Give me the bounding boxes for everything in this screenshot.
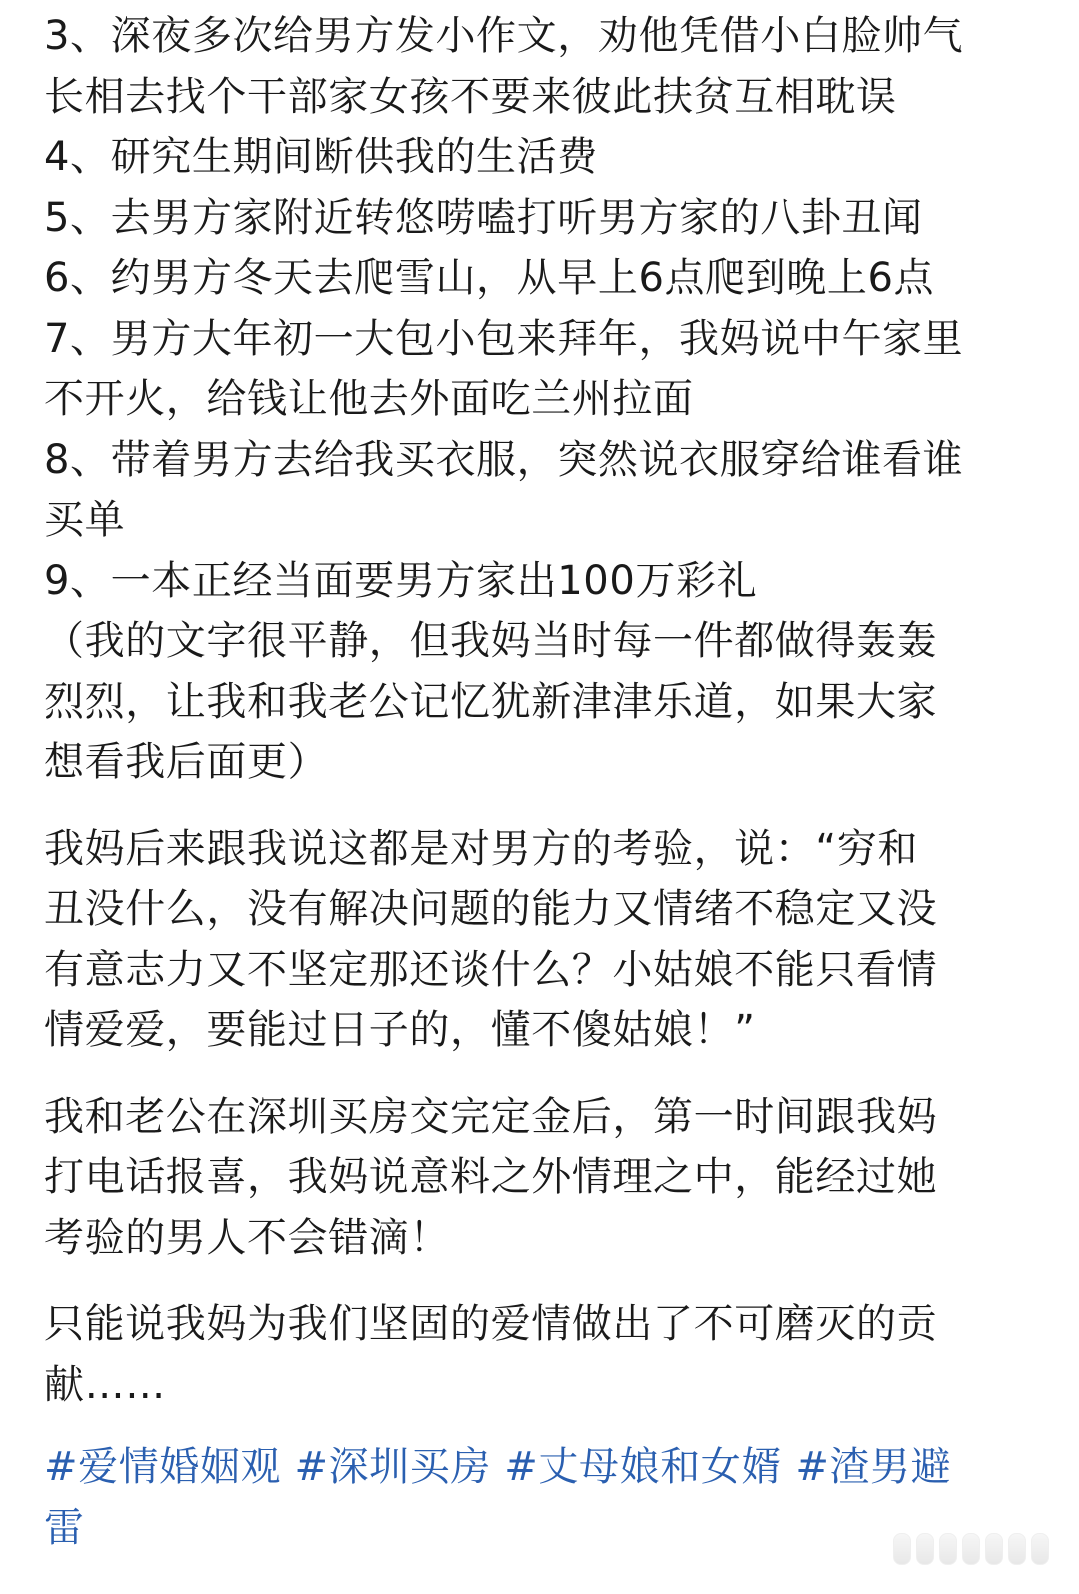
list-item-7 [44, 309, 1044, 430]
paragraph-house-purchase [44, 1087, 1044, 1269]
post-body [44, 6, 1044, 1558]
paragraph-line: 献…… [44, 1361, 166, 1408]
paragraph-line: 有意志力又不坚定那还谈什么？小姑娘不能只看情 [44, 946, 938, 993]
list-item-line: 9、一本正经当面要男方家出100万彩礼 [44, 557, 758, 604]
aside-line: （我的文字很平静，但我妈当时每一件都做得轰轰 [44, 618, 938, 664]
hashtag-avoid-scumbag[interactable]: #渣男避 [795, 1444, 952, 1490]
watermark-mark [1031, 1533, 1049, 1565]
hashtag-line [44, 1437, 1044, 1498]
paragraph-line: 我和老公在深圳买房交完定金后，第一时间跟我妈 [44, 1093, 938, 1140]
paragraph-mom-quote [44, 819, 1044, 1061]
list-item-line: 5、去男方家附近转悠唠嗑打听男方家的八卦丑闻 [44, 194, 923, 241]
paragraph-line: 丑没什么，没有解决问题的能力又情绪不稳定又没 [44, 886, 938, 932]
aside-note [44, 611, 1044, 793]
paragraph-line: 我妈后来跟我说这都是对男方的考验，说：“穷和 [44, 825, 918, 872]
hashtag-avoid-scumbag-end[interactable]: 雷 [44, 1504, 85, 1551]
list-item-4 [44, 127, 1044, 188]
hashtag-shenzhen-house[interactable]: #深圳买房 [294, 1444, 491, 1490]
paragraph-conclusion [44, 1294, 1044, 1415]
watermark-mark [939, 1533, 957, 1565]
list-item-line: 3、深夜多次给男方发小作文，劝他凭借小白脸帅气 [44, 13, 964, 59]
list-item-3 [44, 6, 1044, 127]
list-item-line: 买单 [44, 497, 126, 543]
watermark-mark [1008, 1533, 1026, 1565]
list-item-5 [44, 188, 1044, 249]
list-item-line: 7、男方大年初一大包小包来拜年，我妈说中午家里 [44, 315, 964, 362]
list-item-9 [44, 551, 1044, 612]
paragraph-line: 只能说我妈为我们坚固的爱情做出了不可磨灭的贡 [44, 1301, 938, 1347]
list-item-line: 8、带着男方去给我买衣服，突然说衣服穿给谁看谁 [44, 436, 964, 483]
watermark-mark [985, 1533, 1003, 1565]
list-item-line: 不开火，给钱让他去外面吃兰州拉面 [44, 376, 694, 422]
list-item-8 [44, 430, 1044, 551]
hashtag-mother-in-law[interactable]: #丈母娘和女婿 [504, 1444, 783, 1490]
watermark-mark [916, 1533, 934, 1565]
list-item-6 [44, 248, 1044, 309]
watermark [879, 1528, 1049, 1570]
hashtag-love-marriage[interactable]: #爱情婚姻观 [44, 1444, 282, 1490]
aside-line: 想看我后面更） [44, 739, 329, 785]
list-item-line: 长相去找个干部家女孩不要来彼此扶贫互相耽误 [44, 73, 897, 120]
watermark-mark [962, 1533, 980, 1565]
paragraph-line: 考验的男人不会错滴！ [44, 1214, 450, 1261]
aside-line: 烈烈，让我和我老公记忆犹新津津乐道，如果大家 [44, 678, 938, 725]
paragraph-line: 情爱爱，要能过日子的，懂不傻姑娘！” [44, 1007, 756, 1053]
paragraph-line: 打电话报喜，我妈说意料之外情理之中，能经过她 [44, 1154, 938, 1200]
list-item-line: 4、研究生期间断供我的生活费 [44, 134, 598, 180]
list-item-line: 6、约男方冬天去爬雪山，从早上6点爬到晚上6点 [44, 255, 935, 301]
watermark-mark [893, 1533, 911, 1565]
